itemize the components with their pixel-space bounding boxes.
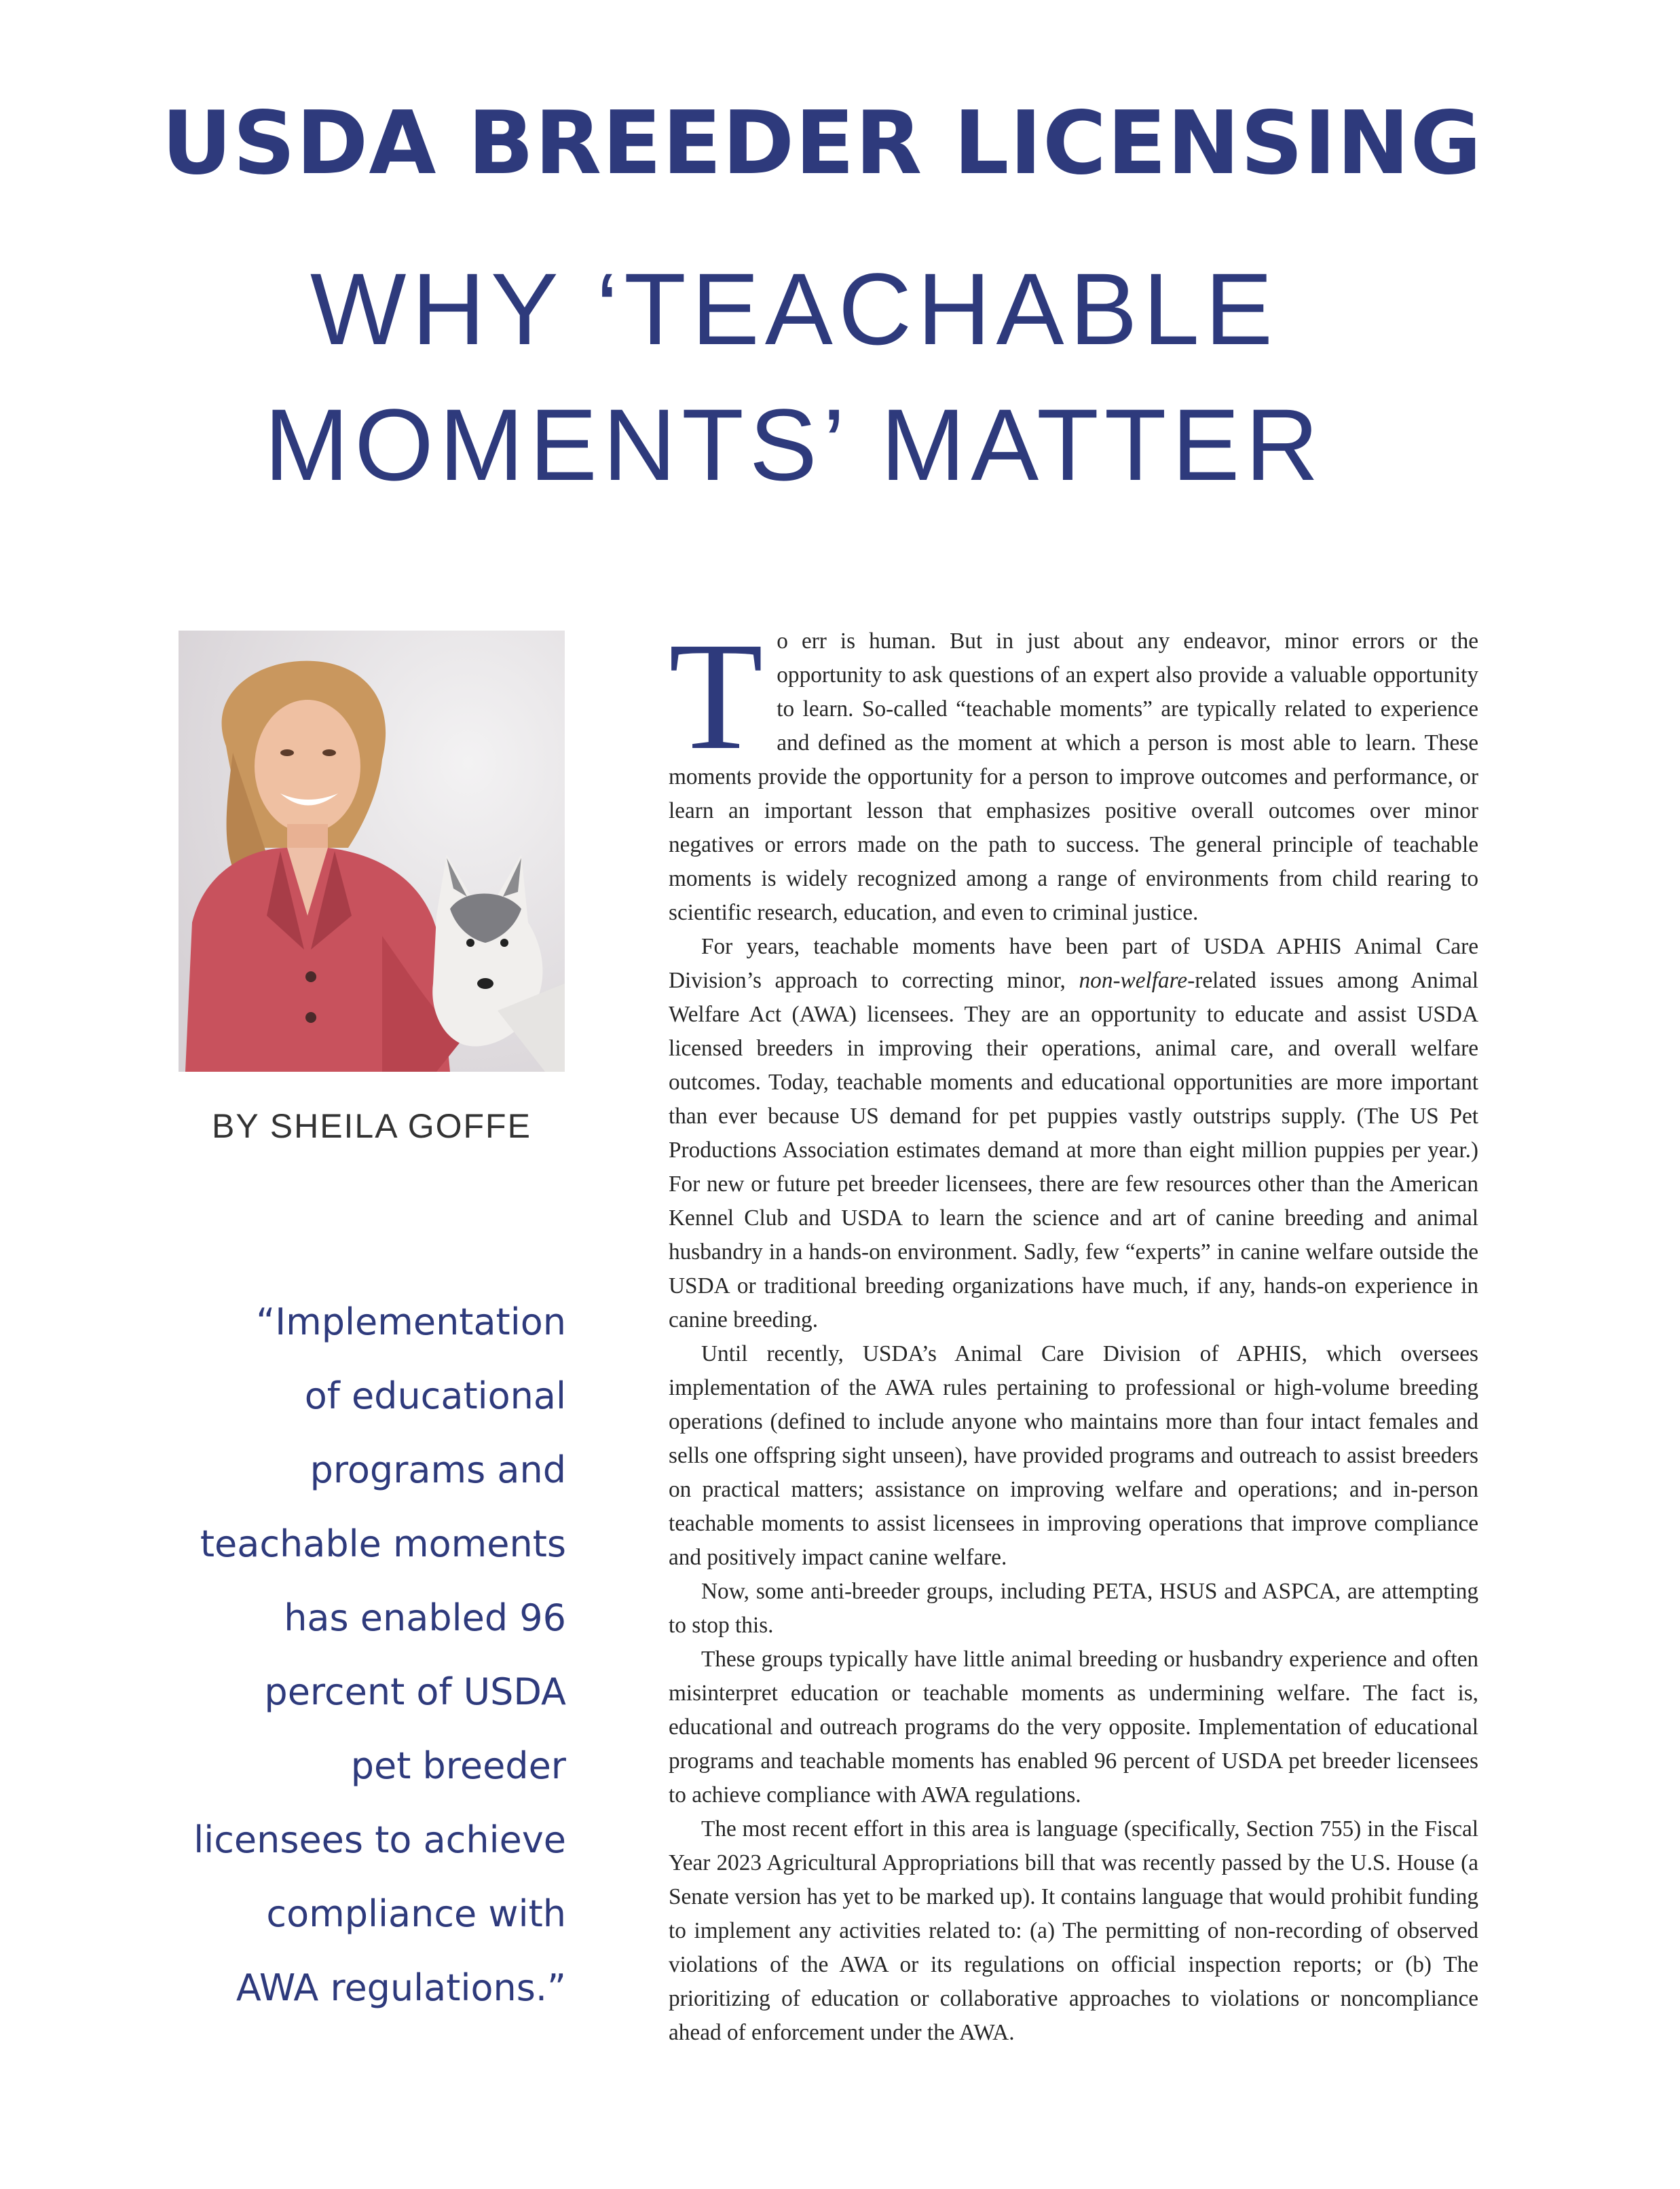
paragraph-text: o err is human. But in just about any endeavor, minor errors or the opportunity to ask questions of an expert also provide a valuable opportunity to learn. So-called “teachable moments” are typically related to experience and defined as the moment at which a person is most able to learn. These moments provide the opportunity for a person to improve outcomes and performance, or learn an important lesson that emphasizes positive overall outcomes over minor negatives or errors made on the path to success. The general principle of teachable moments is widely recognized among a range of environments from child rearing to scientific research, education, and even to criminal justice.: [669, 629, 1478, 925]
article-paragraph-5: These groups typically have little animal breeding or husbandry experience and often misinterpret education or teachable moments as undermining welfare. The fact is, educational and outreach programs do the very opposite. Implementation of educational programs and teachable moments has enabled 96 percent of USDA pet breeder licensees to achieve compliance with AWA regulations.: [669, 1647, 1478, 1808]
emphasis-text: non-welfare: [1079, 968, 1188, 993]
article-paragraph-3: Until recently, USDA’s Animal Care Division of APHIS, which oversees implementation of the AWA rules pertaining to professional or high-volume breeding operations (defined to include anyone who maintains more than four intact females and sells one offspring sight unseen), have provided programs and outreach to assist breeders on practical matters; assistance on improving welfare and operations; and in-person teachable moments to assist licensees in improving operations that improve compliance and positively impact canine welfare.: [669, 1341, 1478, 1570]
pull-quote-line: pet breeder: [350, 1744, 566, 1787]
pull-quote-line: AWA regulations.”: [236, 1966, 566, 2009]
article-paragraph-6: The most recent effort in this area is language (specifically, Section 755) in the Fiscal Year 2023 Agricultural Appropriations bill that was recently passed by the U.S. House (a Senate version has yet to be marked up). It contains language that would prohibit funding to implement any activities related to: (a) The permitting of non-recording of observed violations of the AWA or its regulations on official inspection reports; or (b) The prioritizing of education or collaborative approaches to violations or noncompliance ahead of enforcement under the AWA.: [669, 1816, 1478, 2045]
author-photo: [179, 631, 565, 1072]
article-body: [669, 611, 1478, 2050]
headline-line-1: WHY ‘TEACHABLE: [310, 252, 1279, 366]
pull-quote-line: percent of USDA: [264, 1670, 566, 1713]
article-paragraph-1: [669, 611, 1478, 930]
article-paragraph-2: [669, 930, 1478, 1337]
pull-quote-line: of educational: [304, 1374, 566, 1417]
byline: BY SHEILA GOFFE: [212, 1107, 531, 1145]
pull-quote-line: has enabled 96: [284, 1596, 566, 1639]
article-paragraph-4: Now, some anti-breeder groups, including PETA, HSUS and ASPCA, are attempting to stop this.: [669, 1579, 1478, 1638]
paragraph-text: -related issues among Animal Welfare Act (AWA) licensees. They are an opportunity to educate and assist USDA licensed breeders in improving their operations, animal care, and overall welfare outcomes. Today, teachable moments and educational opportunities are more important than ever because US demand for pet puppies vastly outstrips supply. (The US Pet Productions Association estimates demand at more than eight million puppies per year.) For new or future pet breeder licensees, there are few resources other than the American Kennel Club and USDA to learn the science and art of canine breeding and animal husbandry in a hands-on environment. Sadly, few “experts” in canine welfare outside the USDA or traditional breeding organizations have much, if any, hands-on experience in canine breeding.: [669, 968, 1478, 1332]
pull-quote-line: programs and: [310, 1448, 566, 1491]
pull-quote-line: “Implementation: [256, 1301, 566, 1343]
paragraph-text: For years, teachable moments have been part of USDA APHIS Animal Care Division’s approach to correcting minor,: [669, 934, 1478, 993]
pull-quote-line: teachable moments: [200, 1522, 566, 1565]
drop-cap: T: [669, 611, 764, 782]
headline: [0, 241, 1588, 512]
pull-quote-line: compliance with: [266, 1892, 566, 1935]
pull-quote: [156, 1285, 566, 2025]
pull-quote-line: licensees to achieve: [193, 1818, 566, 1861]
headline-line-2: MOMENTS’ MATTER: [264, 388, 1324, 502]
kicker-title: USDA BREEDER LICENSING: [162, 93, 1482, 194]
